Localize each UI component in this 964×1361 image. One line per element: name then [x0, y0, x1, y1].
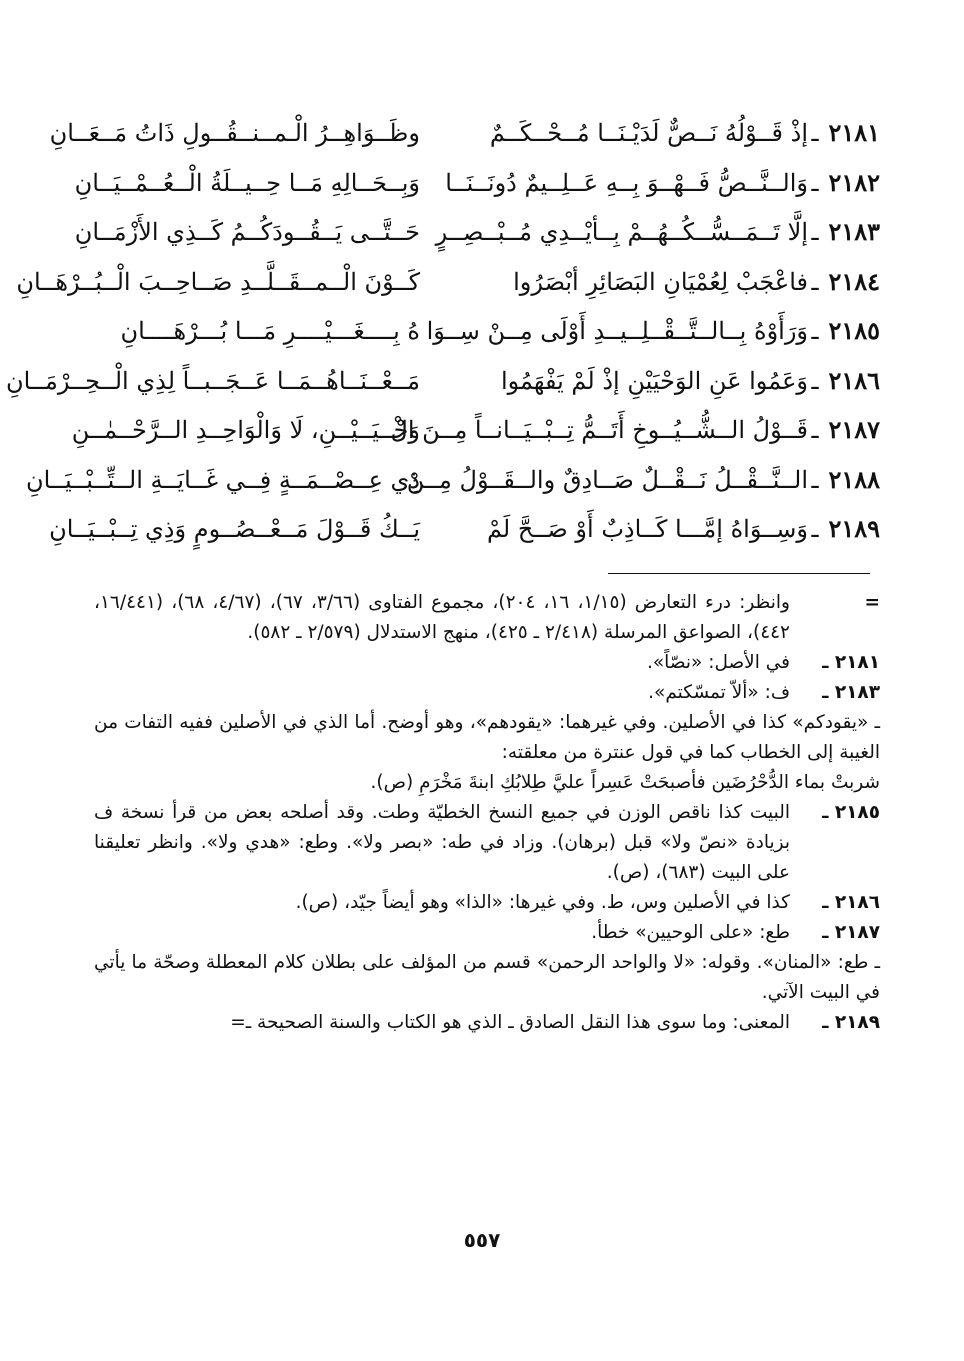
footnote-number: ٢١٨٩ ـ: [822, 1012, 880, 1033]
verse-dash: ـ: [811, 267, 819, 296]
verse-dash: ـ: [811, 317, 819, 345]
verse-second-hemistich: مَــعْــنَــاهُــمَــا عَــجَــبــاً لِذِي الْــحِــرْمَــانِ: [6, 366, 420, 395]
footnote-text: المعنى: وما سوى هذا النقل الصادق ـ الذي هو الكتاب والسنة الصحيحة ـ=: [230, 1012, 790, 1033]
page-number: ٥٥٧: [463, 1228, 501, 1252]
verse-line: [49, 108, 880, 158]
verse-line: [74, 207, 880, 257]
footnote-number: ٢١٨٦ ـ: [822, 892, 880, 913]
footnote-continuation: [94, 948, 880, 1008]
verse-line: [49, 504, 880, 554]
footnote: [94, 798, 880, 888]
verse-number: ٢١٨٤: [828, 266, 880, 296]
verses-block: [6, 108, 880, 554]
verse-number: ٢١٨٦: [828, 365, 880, 395]
verse-second-hemistich: ذِي عِــصْــمَــةٍ فِــي غَــايَــةِ الــتِّــبْــيَــانِ: [25, 465, 420, 494]
verse-second-hemistich: وَبِــحَــالِهِ مَــا حِــيــلَةُ الْــعُــمْــيَــانِ: [74, 168, 420, 197]
verse-first-hemistich: إلَّا تَــمَــسُّــكُــهُــمْ بِــأيْــدِي مُــبْــصِــرٍ: [435, 218, 808, 246]
verse-number: ٢١٨١: [828, 118, 880, 147]
footnote-number: ٢١٨٣ ـ: [822, 682, 880, 703]
footnote-text: ـ «يقودكم» كذا في الأصلين. وفي غيرهما: «يقودهم»، وهو أوضح. أما الذي في الأصلين ففيه التفات من الغيبة إلى الخطاب كما في قول عنترة من معلقته:: [94, 712, 880, 763]
footnote-text: وانظر: درء التعارض (١/١٥، ١٦، ٢٠٤)، مجموع الفتاوى (٣/٦٦، ٦٧)، (٤/٦٧، ٦٨)، (١٦/٤٤١، ٤٤٢)، الصواعق المرسلة (٢/٤١٨ ـ ٤٢٥)، منهج الاستدلال (٢/٥٧٩ ـ ٥٨٢).: [94, 592, 790, 643]
footnote-text: ـ طع: «المنان». وقوله: «لا والواحد الرحمن» قسم من المؤلف على بطلان كلام المعطلة وصحّة ما يأتي في البيت الآتي.: [94, 952, 880, 1003]
footnote-text: البيت كذا ناقص الوزن في جميع النسخ الخطيّة وطت. وقد أصلحه بعض من قرأ نسخة ف بزيادة «نصّ ولا» قبل (برهان). وزاد في طه: «بصر ولا». وطع: «هدي ولا». وانظر تعليقنا على البيت (٦٨٣)، (ص).: [94, 802, 790, 883]
footnote: [94, 648, 880, 678]
verse-second-hemistich: يَــكُ قَــوْلَ مَــعْــصُــومٍ وَذِي تِــبْــيَــانِ: [49, 515, 420, 543]
footnote-number: ٢١٨٧ ـ: [822, 922, 880, 943]
footnote-continuation: [94, 708, 880, 798]
verse-first-hemistich: وَرَأَوْهُ بِــالــتَّــقْــلِــيــدِ أَوْلَى مِــنْ سِــوَا: [426, 317, 808, 345]
footnote-separator: [608, 573, 870, 574]
verse-number: ٢١٨٢: [828, 167, 880, 197]
verse-number: ٢١٨٧: [828, 415, 880, 444]
verse-first-hemistich: قَــوْلُ الــشُّــيُــوخِ أَتَــمُّ تِــبْــيَــانــاً مِــنَ الْ: [390, 416, 808, 444]
verse-number: ٢١٨٥: [828, 316, 880, 345]
footnote-number: ٢١٨١ ـ: [822, 652, 880, 673]
footnotes-block: [94, 588, 880, 1038]
footnote-text: ف: «ألاّ تمسّكتم».: [648, 682, 790, 703]
footnote: [94, 918, 880, 948]
verse-dash: ـ: [811, 465, 819, 494]
verse-second-hemistich: وَحْــيَــيْــنِ، لَا وَالْوَاحِــدِ الــرَّحْــمٰــنِ: [71, 416, 420, 444]
verse-second-hemistich: حَــتَّــى يَــقُــودَكُــمُ كَــذِي الأَزْمَــانِ: [74, 218, 420, 246]
verse-dash: ـ: [811, 515, 819, 543]
verse-second-hemistich: وظَــوَاهِــرُ الْـمــنــقُــولِ ذَاتُ مَــعَــانِ: [49, 119, 420, 147]
verse-second-hemistich: هُ بِــــغَـــيْــــرِ مَـــا بُـــرْهَــــانِ: [120, 317, 420, 345]
verse-dash: ـ: [811, 218, 819, 246]
verse-first-hemistich: فاعْجَبْ لِعُمْيَانِ البَصَائِرِ أبْصَرُوا: [513, 267, 808, 296]
footnote-text: طع: «على الوحيين» خطأ.: [591, 922, 790, 943]
verse-first-hemistich: وَالــنَّــصُّ فَــهْــوَ بِــهِ عَــلِــيمٌ دُونَــنَــا: [445, 168, 808, 197]
quoted-poetry-line: شربتْ بماء الدُّحْرُضَين فأصبحَتْ عَسِراً عليَّ طِلابُكِ ابنةَ مَخْرَمِ (ص).: [370, 772, 880, 793]
verse-line: [80, 306, 880, 356]
verse-dash: ـ: [811, 168, 819, 197]
verse-dash: ـ: [811, 366, 819, 395]
footnote-text: في الأصل: «نصّاً».: [646, 652, 790, 673]
verse-line: [71, 405, 880, 455]
verse-line: [16, 257, 880, 307]
verse-line: [25, 455, 880, 505]
footnote: [94, 678, 880, 708]
verse-second-hemistich: كَــوْنَ الْــمــقَــلَّــدِ صَــاحِــبَ الْــبُــرْهَــانِ: [16, 267, 420, 296]
verse-line: [74, 158, 880, 208]
verse-first-hemistich: إذْ قَــوْلُهُ نَــصٌّ لَدَيْـنَــا مُــحْــكَــمٌ: [489, 119, 808, 147]
footnote-number: =: [864, 592, 880, 613]
verse-number: ٢١٨٣: [828, 217, 880, 246]
verse-number: ٢١٨٨: [828, 464, 880, 494]
footnote: [94, 888, 880, 918]
verse-first-hemistich: الــنَّــقْــلُ نَــقْــلٌ صَــادِقٌ والــقَــوْلُ مِــنْ: [406, 465, 808, 494]
footnote: [94, 1008, 880, 1038]
footnote: [94, 588, 880, 648]
verse-line: [6, 356, 880, 406]
footnote-text: كذا في الأصلين وس، ط. وفي غيرها: «الذا» وهو أيضاً جيّد، (ص).: [295, 892, 790, 913]
verse-dash: ـ: [811, 416, 819, 444]
verse-first-hemistich: وَسِــوَاهُ إمَّـــا كَــاذِبٌ أَوْ صَــحَّ لَمْ: [486, 515, 808, 543]
verse-dash: ـ: [811, 119, 819, 147]
verse-first-hemistich: وَعَمُوا عَنِ الوَحْيَيْنِ إذْ لَمْ يَفْهَمُوا: [500, 366, 808, 395]
footnote-number: ٢١٨٥ ـ: [822, 802, 880, 823]
verse-number: ٢١٨٩: [828, 514, 880, 543]
